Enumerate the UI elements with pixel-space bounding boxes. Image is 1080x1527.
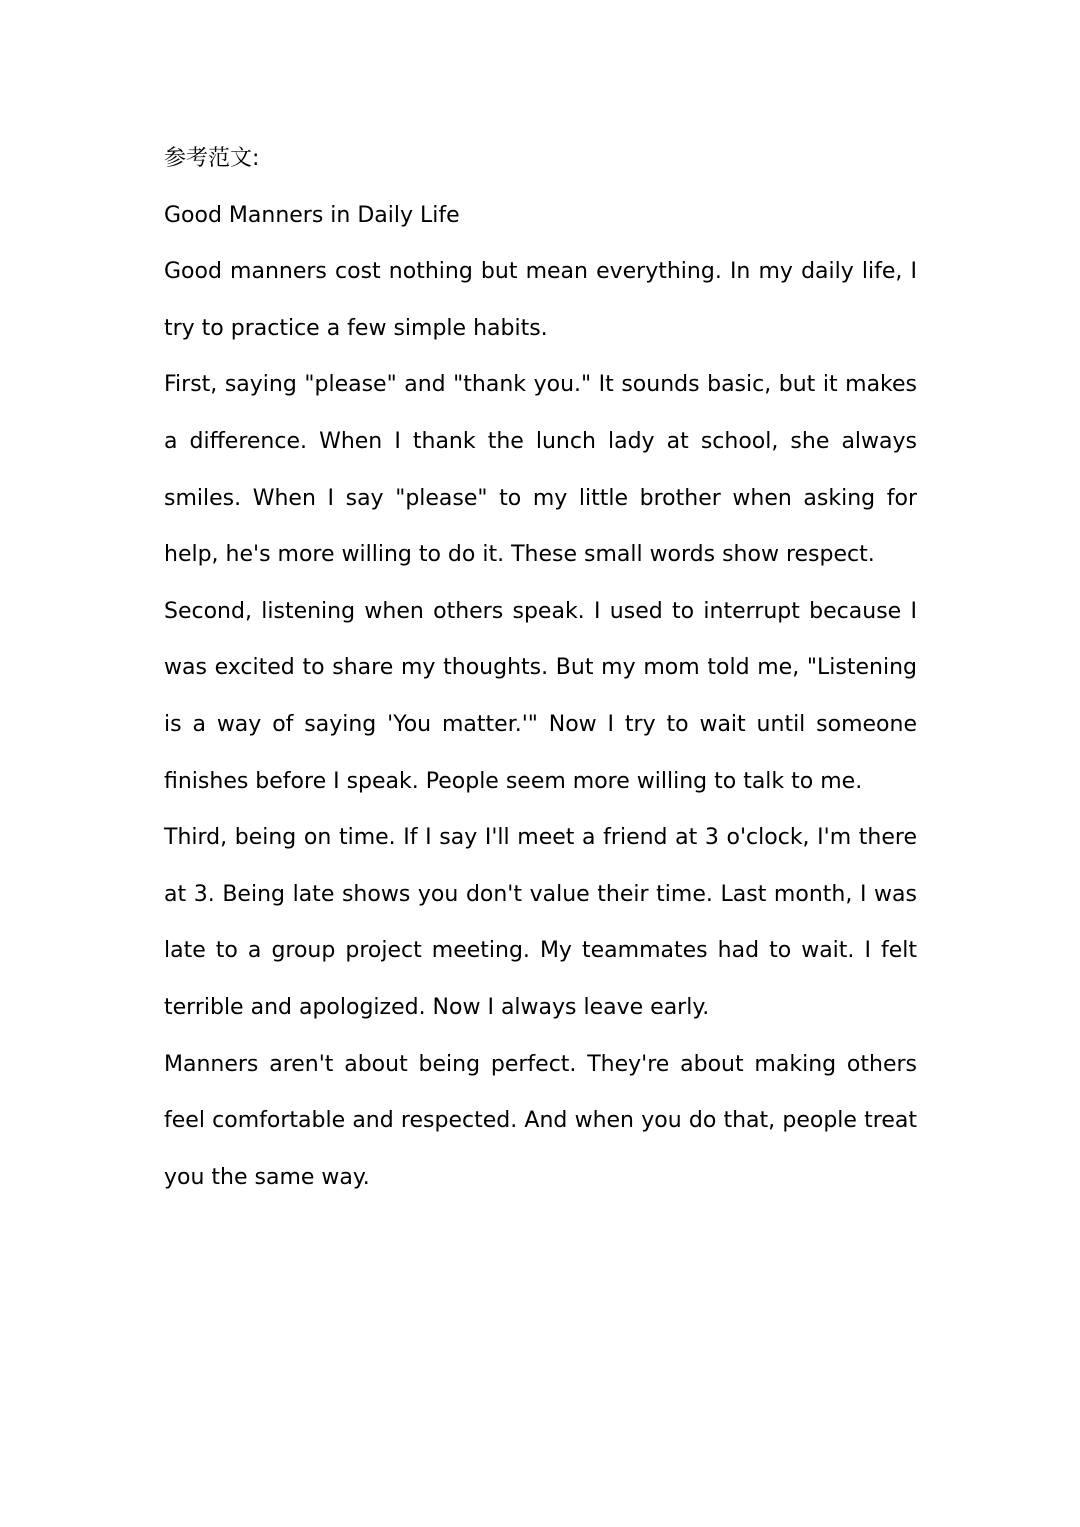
- sample-essay-label: 参考范文:: [164, 146, 260, 171]
- essay-title: Good Manners in Daily Life: [164, 202, 460, 228]
- paragraph-intro: Good manners cost nothing but mean everything. In my daily life, I try to practice a few simple habits.: [164, 259, 917, 341]
- paragraph-on-time: Third, being on time. If I say I'll meet a friend at 3 o'clock, I'm there at 3. Being late shows you don't value their time. Last month, I was late to a group project meeting. My teammates had to wait. I felt terrible and apologized. Now I always leave early.: [164, 825, 917, 1020]
- paragraph-please-thank-you: First, saying "please" and "thank you." It sounds basic, but it makes a difference. When I thank the lunch lady at school, she always smiles. When I say "please" to my little brother when asking for help, he's more willing to do it. These small words show respect.: [164, 372, 917, 568]
- essay-body: [164, 131, 917, 1206]
- paragraph-conclusion: Manners aren't about being perfect. They're about making others feel comfortable and respected. And when you do that, people treat you the same way.: [164, 1051, 917, 1190]
- paragraph-listening: Second, listening when others speak. I used to interrupt because I was excited to share my thoughts. But my mom told me, "Listening is a way of saying 'You matter.'" Now I try to wait until someone finishes before I speak. People seem more willing to talk to me.: [164, 598, 917, 794]
